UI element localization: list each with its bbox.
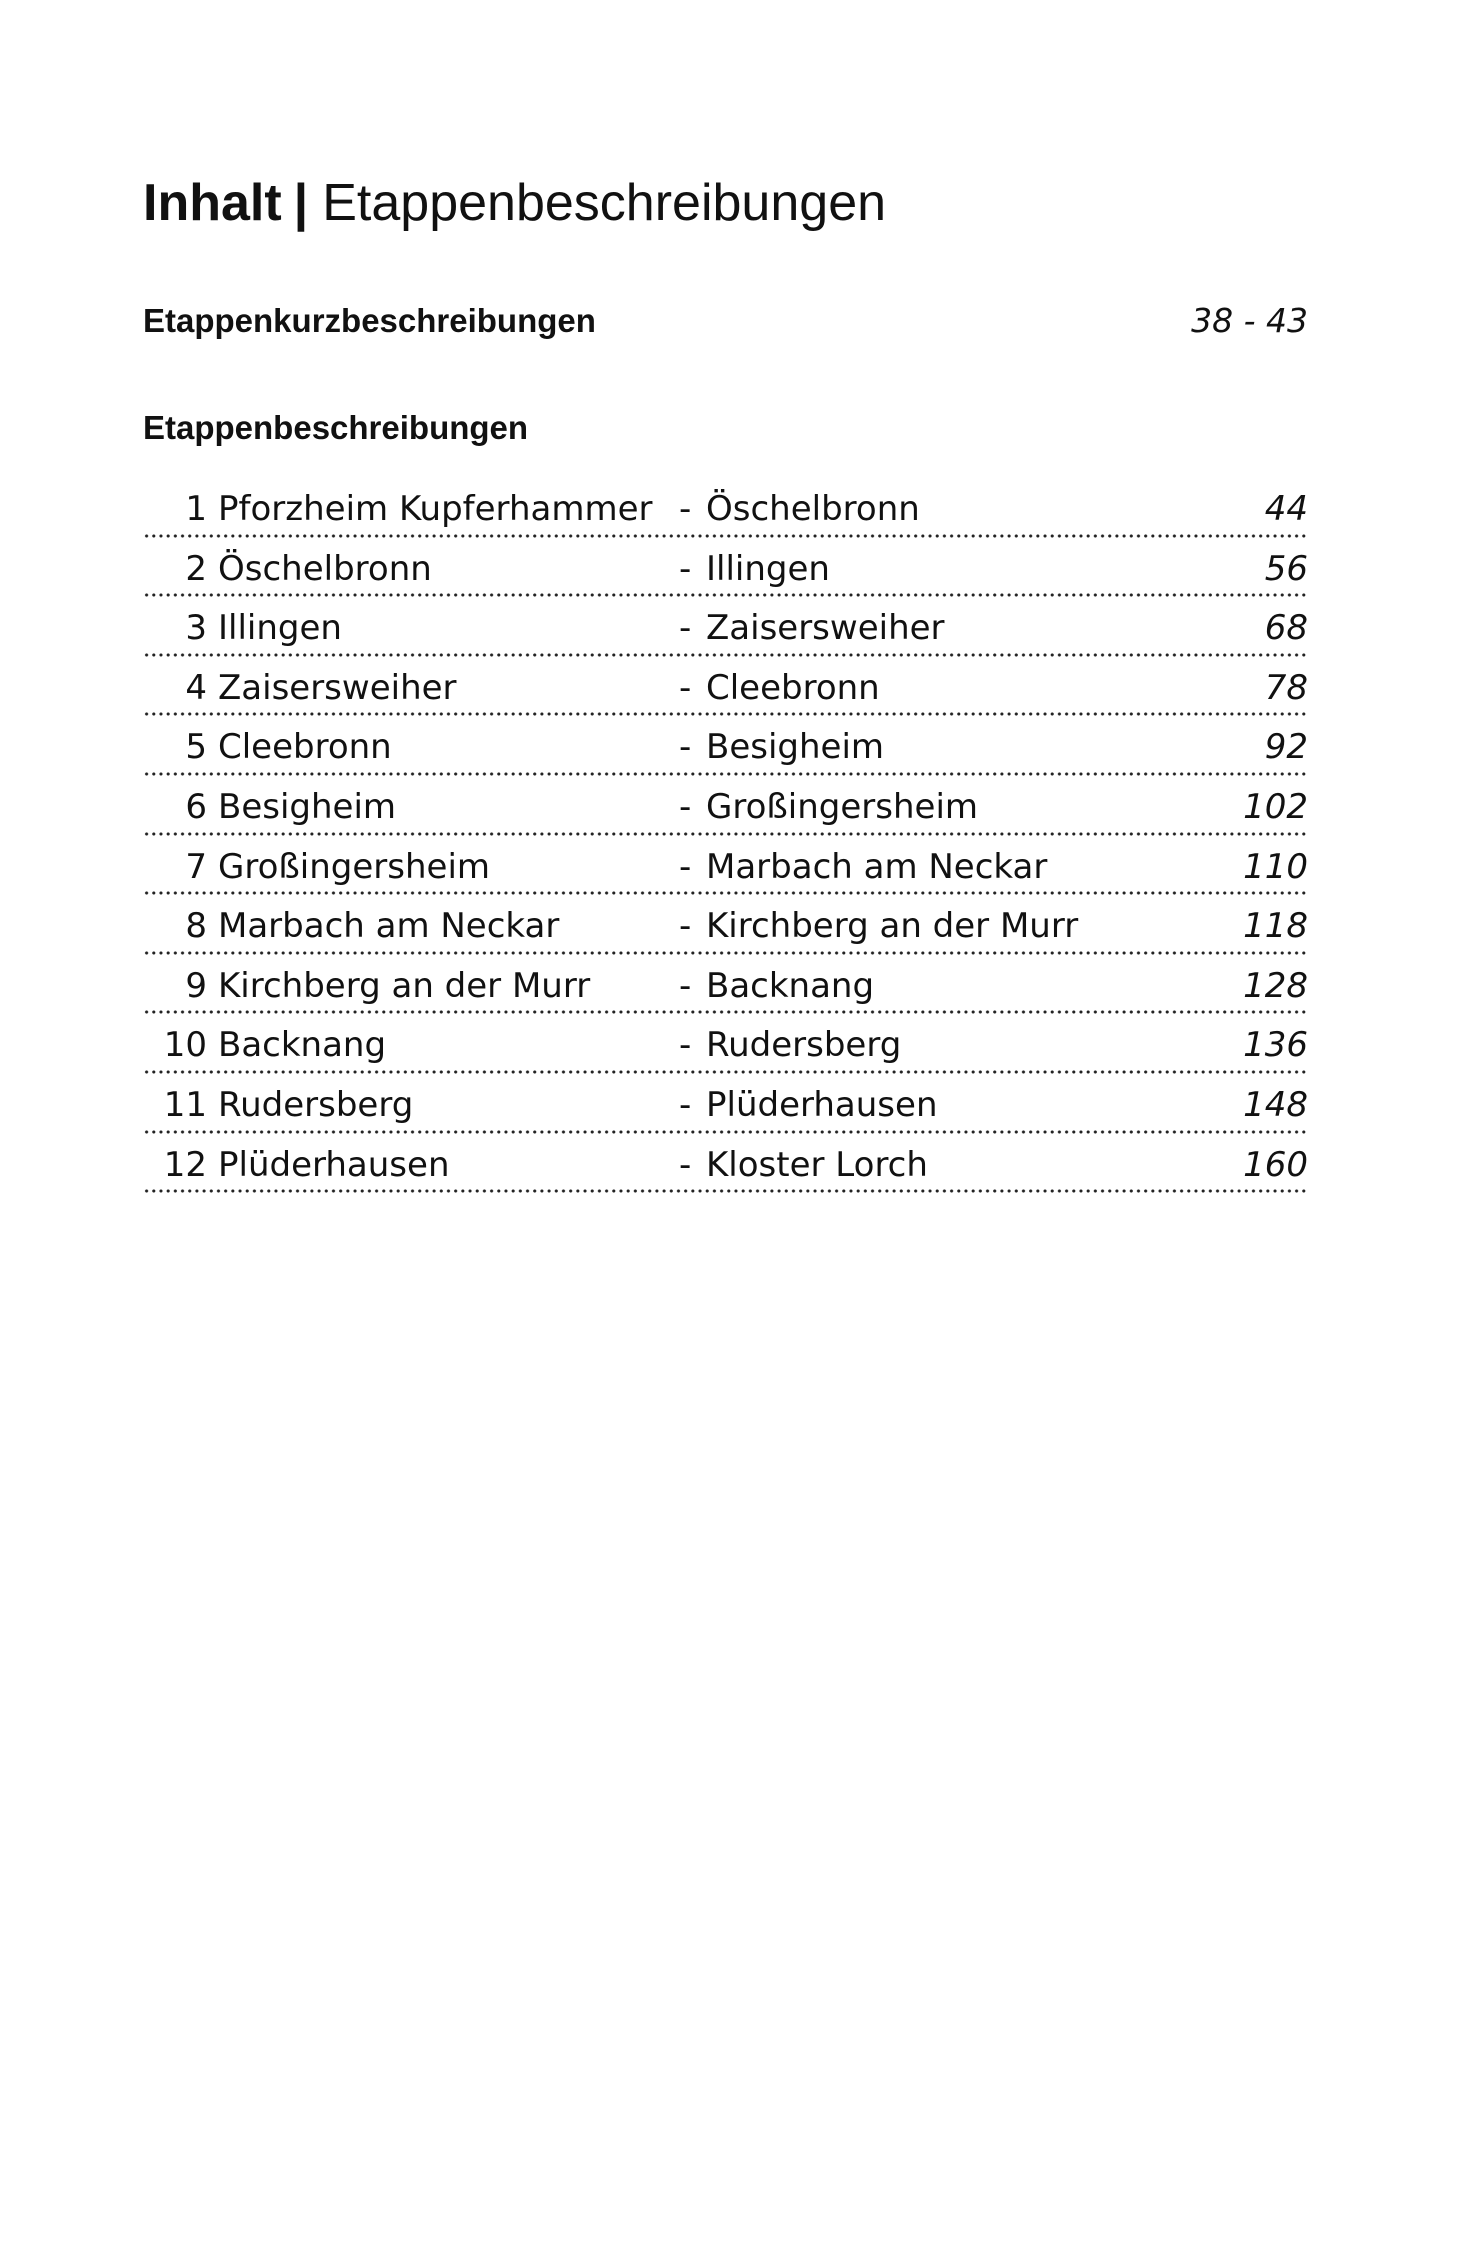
stage-number: 12 [163,1144,207,1185]
stage-dash: - [679,667,692,708]
stage-number: 7 [185,846,207,887]
stage-page: 92 [1264,727,1308,768]
stage-number: 10 [163,1025,207,1066]
dotted-leader [143,1010,1308,1014]
stage-to: Öschelbronn [706,489,920,529]
toc-row[interactable] [143,1137,1308,1197]
stage-to: Besigheim [706,727,885,768]
stage-from: Illingen [218,608,342,649]
overview-label: Etappenkurzbeschreibungen [143,302,596,339]
dotted-leader [143,832,1308,836]
dotted-leader [143,534,1308,538]
section-heading: Etappenbeschreibungen [143,409,529,446]
stage-to: Kloster Lorch [706,1144,928,1185]
toc-row[interactable] [143,779,1308,839]
title-separator: | [293,174,309,232]
dotted-leader [143,653,1308,657]
stage-to: Backnang [706,965,875,1006]
stage-from: Cleebronn [218,727,392,768]
toc-row[interactable] [143,958,1308,1018]
stage-from: Backnang [218,1025,387,1066]
title-light: Etappenbeschreibungen [322,174,887,232]
stage-dash: - [679,786,692,827]
stage-dash: - [679,727,692,768]
stage-page: 136 [1243,1025,1308,1066]
stage-page: 56 [1264,548,1308,589]
stage-dash: - [679,548,692,589]
stage-page: 78 [1264,667,1308,708]
stage-page: 160 [1243,1144,1308,1185]
stage-to: Cleebronn [706,667,880,708]
stage-to: Zaisersweiher [706,608,945,649]
stage-page: 128 [1243,965,1308,1006]
toc-list [143,481,1308,1196]
stage-to: Großingersheim [706,786,979,827]
dotted-leader [143,712,1308,716]
stage-from: Besigheim [218,786,397,827]
stage-dash: - [679,965,692,1006]
title-bold: Inhalt [143,174,282,232]
toc-row[interactable] [143,660,1308,720]
stage-number: 11 [163,1084,207,1125]
stage-number: 6 [185,786,207,827]
stage-number: 4 [185,667,207,708]
toc-row[interactable] [143,719,1308,779]
dotted-leader [143,951,1308,955]
stage-dash: - [679,906,692,947]
stage-number: 2 [185,548,207,589]
stage-page: 44 [1264,489,1308,529]
toc-row[interactable] [143,1017,1308,1077]
dotted-leader [143,1189,1308,1193]
toc-row[interactable] [143,1077,1308,1137]
stage-dash: - [679,1144,692,1185]
dotted-leader [143,891,1308,895]
overview-pages: 38 - 43 [1191,301,1308,340]
stage-page: 110 [1243,846,1308,887]
page-title [143,168,886,238]
stage-dash: - [679,489,692,529]
toc-row[interactable] [143,839,1308,899]
stage-number: 8 [185,906,207,947]
stage-number: 3 [185,608,207,649]
toc-row[interactable] [143,481,1308,541]
dotted-leader [143,1130,1308,1134]
toc-row[interactable] [143,541,1308,601]
stage-dash: - [679,608,692,649]
stage-to: Rudersberg [706,1025,902,1066]
stage-number: 9 [185,965,207,1006]
stage-dash: - [679,1025,692,1066]
stage-dash: - [679,846,692,887]
overview-entry[interactable] [143,296,1308,346]
stage-page: 148 [1243,1084,1308,1125]
stage-page: 102 [1243,786,1308,827]
stage-to: Marbach am Neckar [706,846,1048,887]
stage-number: 5 [185,727,207,768]
toc-row[interactable] [143,600,1308,660]
stage-to: Illingen [706,548,830,589]
dotted-leader [143,593,1308,597]
stage-from: Zaisersweiher [218,667,457,708]
stage-from: Plüderhausen [218,1144,450,1185]
stage-to: Plüderhausen [706,1084,938,1125]
stage-to: Kirchberg an der Murr [706,906,1079,947]
dotted-leader [143,772,1308,776]
stage-from: Marbach am Neckar [218,906,560,947]
dotted-leader [143,1070,1308,1074]
stage-from: Pforzheim Kupferhammer [218,489,653,529]
stage-number: 1 [185,489,207,529]
stage-from: Kirchberg an der Murr [218,965,591,1006]
stage-from: Öschelbronn [218,548,432,589]
stage-page: 118 [1243,906,1308,947]
toc-row[interactable] [143,898,1308,958]
stage-from: Rudersberg [218,1084,414,1125]
stage-from: Großingersheim [218,846,491,887]
stage-dash: - [679,1084,692,1125]
stage-page: 68 [1264,608,1308,649]
